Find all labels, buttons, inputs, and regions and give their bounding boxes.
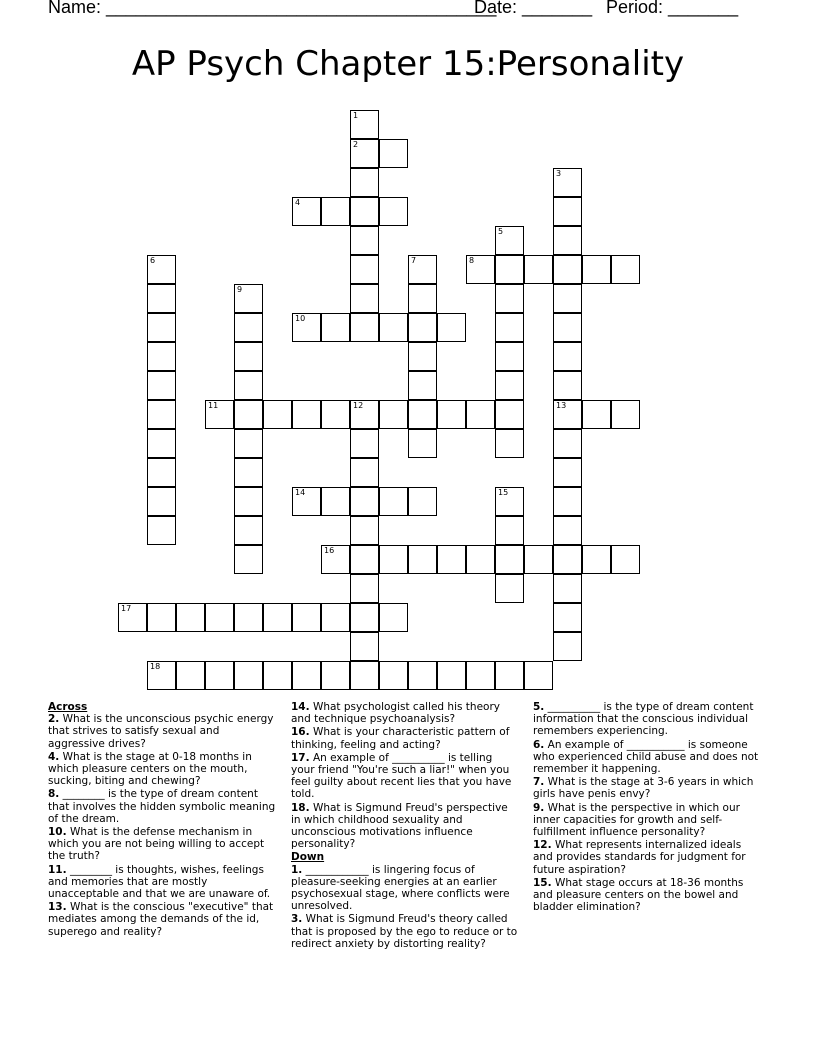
grid-cell[interactable] xyxy=(350,168,379,197)
clue-item: 12. What represents internalized ideals and provides standards for judgment for future aspiration? xyxy=(533,839,746,876)
grid-cell[interactable] xyxy=(524,255,553,284)
clue-label: 9. xyxy=(533,801,545,814)
grid-cell[interactable] xyxy=(292,197,321,226)
clue-label: 11. xyxy=(48,863,67,876)
grid-cell[interactable] xyxy=(292,313,321,342)
grid-cell[interactable] xyxy=(437,661,466,690)
grid-cell[interactable] xyxy=(234,371,263,400)
grid-cell[interactable] xyxy=(263,661,292,690)
grid-cell[interactable] xyxy=(321,545,350,574)
grid-cell[interactable] xyxy=(553,574,582,603)
clue-label: 6. xyxy=(533,738,545,751)
grid-cell[interactable] xyxy=(321,313,350,342)
grid-cell[interactable] xyxy=(408,661,437,690)
grid-cell[interactable] xyxy=(176,661,205,690)
grid-cell[interactable] xyxy=(495,255,524,284)
grid-cell[interactable] xyxy=(147,342,176,371)
grid-cell[interactable] xyxy=(176,603,205,632)
period-field[interactable]: Period: _______ xyxy=(606,0,739,17)
grid-cell[interactable] xyxy=(350,632,379,661)
grid-cell[interactable] xyxy=(147,458,176,487)
clue-number: 9 xyxy=(237,285,243,294)
grid-cell[interactable] xyxy=(350,487,379,516)
date-field[interactable]: Date: _______ xyxy=(474,0,593,17)
clue-label: 5. xyxy=(533,701,545,713)
grid-cell[interactable] xyxy=(408,342,437,371)
grid-cell[interactable] xyxy=(350,516,379,545)
clue-label: 13. xyxy=(48,901,67,914)
grid-cell[interactable] xyxy=(350,400,379,429)
grid-cell[interactable] xyxy=(379,313,408,342)
grid-cell[interactable] xyxy=(611,545,640,574)
clue-label: 2. xyxy=(48,713,60,726)
grid-cell[interactable] xyxy=(611,400,640,429)
grid-cell[interactable] xyxy=(582,400,611,429)
grid-cell[interactable] xyxy=(147,603,176,632)
clue-number: 13 xyxy=(556,401,567,410)
clue-number: 5 xyxy=(498,227,504,236)
clue-item: 7. What is the stage at 3-6 years in which girls have penis envy? xyxy=(533,776,754,801)
clue-column-1 xyxy=(48,701,276,939)
grid-cell[interactable] xyxy=(350,110,379,139)
clue-number: 4 xyxy=(295,198,301,207)
grid-cell[interactable] xyxy=(234,487,263,516)
grid-cell[interactable] xyxy=(118,603,147,632)
clue-column-3 xyxy=(533,701,763,914)
clue-item: 8. ________ is the type of dream content that involves the hidden symbolic meaning of the dream. xyxy=(48,788,276,825)
grid-cell[interactable] xyxy=(408,545,437,574)
grid-cell[interactable] xyxy=(234,342,263,371)
grid-cell[interactable] xyxy=(350,429,379,458)
grid-cell[interactable] xyxy=(524,661,553,690)
grid-cell[interactable] xyxy=(437,313,466,342)
clue-label: 4. xyxy=(48,750,60,763)
clue-number: 8 xyxy=(469,256,475,265)
clue-label: 15. xyxy=(533,876,552,889)
clue-item: 1. ____________ is lingering focus of pleasure-seeking energies at an earlier psychosexual stage, where conflicts were unresolved. xyxy=(291,863,510,913)
grid-cell[interactable] xyxy=(234,661,263,690)
grid-cell[interactable] xyxy=(321,197,350,226)
grid-cell[interactable] xyxy=(408,255,437,284)
grid-cell[interactable] xyxy=(408,313,437,342)
grid-cell[interactable] xyxy=(524,545,553,574)
grid-cell[interactable] xyxy=(234,284,263,313)
grid-cell[interactable] xyxy=(437,400,466,429)
grid-cell[interactable] xyxy=(379,661,408,690)
clue-item: 14. What psychologist called his theory and technique psychoanalysis? xyxy=(291,701,500,726)
clue-label: 3. xyxy=(291,913,303,926)
grid-cell[interactable] xyxy=(379,400,408,429)
grid-cell[interactable] xyxy=(147,400,176,429)
clue-item: 10. What is the defense mechanism in which you are not being willing to accept the truth? xyxy=(48,826,265,863)
grid-cell[interactable] xyxy=(553,516,582,545)
clue-number: 18 xyxy=(150,662,161,671)
grid-cell[interactable] xyxy=(495,429,524,458)
clue-number: 6 xyxy=(150,256,156,265)
name-field[interactable]: Name: _______________________________________ xyxy=(48,0,497,17)
clue-number: 14 xyxy=(295,488,306,497)
grid-cell[interactable] xyxy=(321,603,350,632)
grid-cell[interactable] xyxy=(466,661,495,690)
clue-number: 2 xyxy=(353,140,359,149)
grid-cell[interactable] xyxy=(495,371,524,400)
clue-label: 1. xyxy=(291,863,303,876)
grid-cell[interactable] xyxy=(553,342,582,371)
grid-cell[interactable] xyxy=(147,429,176,458)
clue-item: 5. __________ is the type of dream content information that the conscious individual remembers experiencing. xyxy=(533,701,754,738)
clue-label: 7. xyxy=(533,776,545,789)
grid-cell[interactable] xyxy=(234,516,263,545)
grid-cell[interactable] xyxy=(350,313,379,342)
grid-cell[interactable] xyxy=(582,545,611,574)
grid-cell[interactable] xyxy=(495,284,524,313)
grid-cell[interactable] xyxy=(205,661,234,690)
grid-cell[interactable] xyxy=(321,661,350,690)
clue-column-2 xyxy=(291,701,519,951)
clue-number: 17 xyxy=(121,604,132,613)
grid-cell[interactable] xyxy=(553,545,582,574)
grid-cell[interactable] xyxy=(379,197,408,226)
grid-cell[interactable] xyxy=(408,371,437,400)
grid-cell[interactable] xyxy=(379,139,408,168)
grid-cell[interactable] xyxy=(553,603,582,632)
clue-number: 3 xyxy=(556,169,562,178)
section-heading: Down xyxy=(291,851,325,864)
grid-cell[interactable] xyxy=(582,255,611,284)
grid-cell[interactable] xyxy=(350,458,379,487)
grid-cell[interactable] xyxy=(553,458,582,487)
section-heading: Across xyxy=(48,701,88,713)
grid-cell[interactable] xyxy=(147,284,176,313)
clue-number: 12 xyxy=(353,401,364,410)
grid-cell[interactable] xyxy=(408,487,437,516)
grid-cell[interactable] xyxy=(205,603,234,632)
grid-cell[interactable] xyxy=(350,545,379,574)
grid-cell[interactable] xyxy=(379,487,408,516)
grid-cell[interactable] xyxy=(263,400,292,429)
grid-cell[interactable] xyxy=(147,516,176,545)
grid-cell[interactable] xyxy=(234,429,263,458)
grid-cell[interactable] xyxy=(553,400,582,429)
grid-cell[interactable] xyxy=(466,545,495,574)
clue-label: 10. xyxy=(48,826,67,839)
grid-cell[interactable] xyxy=(147,371,176,400)
grid-cell[interactable] xyxy=(292,661,321,690)
clue-item: 13. What is the conscious "executive" that mediates among the demands of the id, superego and reality? xyxy=(48,901,274,938)
grid-cell[interactable] xyxy=(292,603,321,632)
grid-cell[interactable] xyxy=(466,255,495,284)
grid-cell[interactable] xyxy=(466,400,495,429)
grid-cell[interactable] xyxy=(234,545,263,574)
clue-label: 14. xyxy=(291,701,310,713)
grid-cell[interactable] xyxy=(495,313,524,342)
clue-item: 2. What is the unconscious psychic energy that strives to satisfy sexual and aggressive drives? xyxy=(48,713,274,750)
grid-cell[interactable] xyxy=(350,139,379,168)
grid-cell[interactable] xyxy=(321,487,350,516)
grid-cell[interactable] xyxy=(350,226,379,255)
grid-cell[interactable] xyxy=(553,284,582,313)
clue-item: 11. ________ is thoughts, wishes, feelings and memories that are mostly unacceptable and that we are unaware of. xyxy=(48,863,271,901)
grid-cell[interactable] xyxy=(147,661,176,690)
clue-label: 17. xyxy=(291,751,310,764)
clue-item: 16. What is your characteristic pattern of thinking, feeling and acting? xyxy=(291,726,510,751)
grid-cell[interactable] xyxy=(350,603,379,632)
grid-cell[interactable] xyxy=(350,661,379,690)
grid-cell[interactable] xyxy=(495,545,524,574)
clue-number: 11 xyxy=(208,401,219,410)
grid-cell[interactable] xyxy=(437,545,466,574)
clue-number: 1 xyxy=(353,111,359,120)
clue-item: 4. What is the stage at 0-18 months in which pleasure centers on the mouth, sucking, biting and chewing? xyxy=(48,750,252,788)
clue-label: 12. xyxy=(533,839,552,852)
page-title: AP Psych Chapter 15:Personality xyxy=(131,44,685,84)
clue-number: 7 xyxy=(411,256,417,265)
grid-cell[interactable] xyxy=(553,168,582,197)
clue-item: 9. What is the perspective in which our inner capacities for growth and self-fulfillment influence personality? xyxy=(533,801,740,839)
grid-cell[interactable] xyxy=(350,255,379,284)
grid-cell[interactable] xyxy=(350,284,379,313)
grid-cell[interactable] xyxy=(553,255,582,284)
grid-cell[interactable] xyxy=(292,400,321,429)
grid-cell[interactable] xyxy=(553,371,582,400)
grid-cell[interactable] xyxy=(205,400,234,429)
grid-cell[interactable] xyxy=(495,487,524,516)
grid-cell[interactable] xyxy=(495,661,524,690)
clue-number: 15 xyxy=(498,488,509,497)
clue-item: 17. An example of __________ is telling your friend "You're such a liar!" when you feel guilty about recent lies that you have told. xyxy=(291,751,512,801)
clue-number: 16 xyxy=(324,546,335,555)
clue-label: 16. xyxy=(291,726,310,739)
grid-cell[interactable] xyxy=(234,458,263,487)
grid-cell[interactable] xyxy=(553,197,582,226)
grid-cell[interactable] xyxy=(408,429,437,458)
grid-cell[interactable] xyxy=(263,603,292,632)
clue-item: 3. What is Sigmund Freud's theory called that is proposed by the ego to reduce or to redirect anxiety by distorting reality? xyxy=(291,913,518,950)
grid-cell[interactable] xyxy=(379,545,408,574)
grid-cell[interactable] xyxy=(147,255,176,284)
grid-cell[interactable] xyxy=(408,400,437,429)
grid-cell[interactable] xyxy=(321,400,350,429)
grid-cell[interactable] xyxy=(553,487,582,516)
grid-cell[interactable] xyxy=(234,400,263,429)
grid-cell[interactable] xyxy=(495,574,524,603)
clue-item: 18. What is Sigmund Freud's perspective in which childhood sexuality and unconscious motivations influence personality? xyxy=(291,801,508,851)
grid-cell[interactable] xyxy=(495,400,524,429)
grid-cell[interactable] xyxy=(495,226,524,255)
clue-item: 15. What stage occurs at 18-36 months and pleasure centers on the bowel and bladder elimination? xyxy=(533,876,744,914)
grid-cell[interactable] xyxy=(147,313,176,342)
clue-label: 18. xyxy=(291,801,310,814)
grid-cell[interactable] xyxy=(408,284,437,313)
grid-cell[interactable] xyxy=(553,429,582,458)
grid-cell[interactable] xyxy=(379,603,408,632)
grid-cell[interactable] xyxy=(292,487,321,516)
grid-cell[interactable] xyxy=(147,487,176,516)
grid-cell[interactable] xyxy=(611,255,640,284)
grid-cell[interactable] xyxy=(350,574,379,603)
grid-cell[interactable] xyxy=(553,226,582,255)
clue-number: 10 xyxy=(295,314,306,323)
grid-cell[interactable] xyxy=(234,313,263,342)
grid-cell[interactable] xyxy=(495,516,524,545)
grid-cell[interactable] xyxy=(495,342,524,371)
grid-cell[interactable] xyxy=(350,197,379,226)
grid-cell[interactable] xyxy=(553,313,582,342)
grid-cell[interactable] xyxy=(553,632,582,661)
clue-label: 8. xyxy=(48,788,60,801)
grid-cell[interactable] xyxy=(234,603,263,632)
clue-item: 6. An example of ___________ is someone who experienced child abuse and does not remember it happening. xyxy=(533,738,759,776)
